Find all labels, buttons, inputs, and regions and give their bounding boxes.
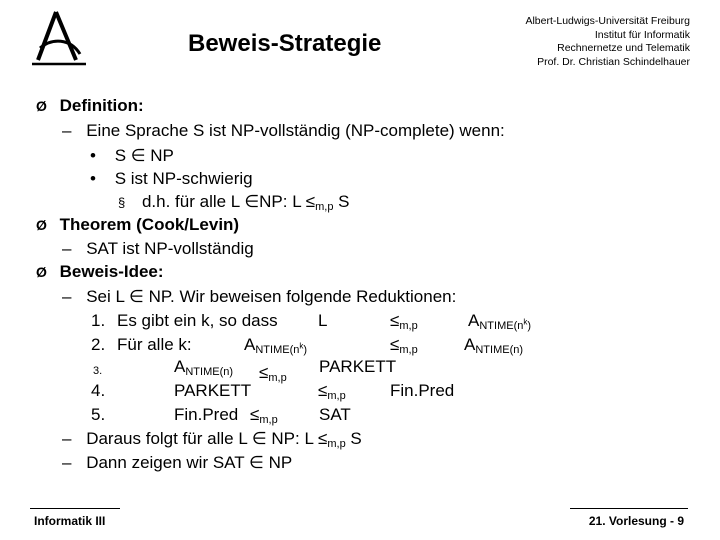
- subitem-text: S ∈ NP: [114, 146, 174, 165]
- language-parkett: PARKETT: [319, 357, 397, 376]
- language-A: [174, 357, 233, 377]
- operator-symbol: ≤: [250, 405, 260, 424]
- definition-subitem: [90, 146, 174, 166]
- idea-line: [62, 429, 362, 449]
- reduction-operator: [390, 335, 418, 355]
- subsubitem-text: d.h. für alle L ∈NP: L ≤: [141, 192, 316, 211]
- language-A: [244, 335, 307, 355]
- subscript-close: ): [527, 320, 532, 332]
- idea-text-end: S: [345, 429, 362, 448]
- reduction-operator: [318, 381, 346, 401]
- subscript: NTIME(n: [479, 320, 524, 332]
- language-L: L: [318, 311, 328, 330]
- reduction-number: 1.: [91, 311, 106, 330]
- operator-symbol: ≤: [390, 311, 400, 330]
- institution-line: Prof. Dr. Christian Schindelhauer: [537, 55, 690, 68]
- dot-bullet: •: [90, 146, 96, 165]
- idea-text: Sei L ∈ NP. Wir beweisen folgende Reduktionen:: [86, 287, 457, 306]
- subsubitem-text-end: S: [333, 192, 350, 211]
- institution-line: Institut für Informatik: [594, 28, 690, 41]
- theorem-text: SAT ist NP-vollständig: [86, 239, 254, 258]
- theorem-heading: Theorem (Cook/Levin): [59, 215, 240, 234]
- subscript: NTIME(n): [475, 344, 524, 356]
- symbol-A: A: [174, 357, 186, 376]
- reduction-number: 3.: [93, 365, 103, 377]
- reduction-operator: [259, 363, 287, 383]
- institution-info: [525, 15, 690, 69]
- idea-text: Dann zeigen wir SAT ∈ NP: [86, 453, 293, 472]
- arrow-bullet-icon: Ø: [36, 98, 47, 114]
- operator-symbol: ≤: [259, 363, 269, 382]
- theorem-item: [36, 215, 239, 235]
- operator-symbol: ≤: [390, 335, 400, 354]
- footer-course: Informatik III: [34, 514, 106, 528]
- reduction-text: Für alle k:: [117, 335, 192, 354]
- subscript: NTIME(n: [255, 344, 300, 356]
- language-parkett: PARKETT: [174, 381, 252, 400]
- subscript-close: ): [303, 344, 308, 356]
- definition-text: Eine Sprache S ist NP-vollständig (NP-complete) wenn:: [86, 121, 505, 140]
- subscript: m,p: [315, 201, 334, 213]
- language-A: [464, 335, 523, 355]
- arrow-bullet-icon: Ø: [36, 217, 47, 233]
- idea-line: [62, 453, 292, 473]
- subscript: m,p: [399, 344, 418, 356]
- page-title: Beweis-Strategie: [188, 30, 382, 57]
- reduction-number: 5.: [91, 405, 106, 424]
- language-finpred: Fin.Pred: [174, 405, 239, 424]
- university-logo: [30, 8, 88, 70]
- reduction-operator: [250, 405, 278, 425]
- reduction-text: Es gibt ein k, so dass: [117, 311, 278, 330]
- subscript: m,p: [399, 320, 418, 332]
- superscript: k: [299, 341, 304, 351]
- idea-heading: Beweis-Idee:: [59, 262, 164, 281]
- institution-line: Albert-Ludwigs-Universität Freiburg: [525, 15, 690, 27]
- symbol-A: A: [464, 335, 476, 354]
- idea-line: [62, 287, 456, 307]
- idea-item: [36, 262, 164, 282]
- square-bullet: §: [118, 195, 126, 210]
- symbol-A: A: [244, 335, 256, 354]
- footer-page: 21. Vorlesung - 9: [588, 514, 684, 528]
- reduction-number: 2.: [91, 335, 106, 354]
- subscript: m,p: [327, 438, 346, 450]
- definition-item: [36, 96, 144, 116]
- institution-line: Rechnernetze und Telematik: [557, 42, 690, 54]
- definition-line: [62, 121, 505, 141]
- subitem-text: S ist NP-schwierig: [114, 169, 253, 188]
- theorem-line: [62, 239, 254, 259]
- idea-text: Daraus folgt für alle L ∈ NP: L ≤: [86, 429, 328, 448]
- dash-bullet: –: [62, 453, 72, 472]
- dash-bullet: –: [62, 121, 72, 140]
- dot-bullet: •: [90, 169, 96, 188]
- language-sat: SAT: [319, 405, 351, 424]
- superscript: k: [523, 317, 528, 327]
- footer-divider-left: [30, 508, 120, 509]
- dash-bullet: –: [62, 239, 72, 258]
- symbol-A: A: [468, 311, 480, 330]
- definition-subitem: [90, 169, 253, 189]
- language-finpred: Fin.Pred: [390, 381, 455, 400]
- operator-symbol: ≤: [318, 381, 328, 400]
- subscript: m,p: [268, 372, 287, 384]
- reduction-operator: [390, 311, 418, 331]
- footer-divider-right: [570, 508, 688, 509]
- language-A: [468, 311, 531, 331]
- definition-subsubitem: [118, 192, 350, 212]
- definition-heading: Definition:: [59, 96, 144, 115]
- arrow-bullet-icon: Ø: [36, 264, 47, 280]
- subscript: NTIME(n): [185, 366, 234, 378]
- dash-bullet: –: [62, 287, 72, 306]
- reduction-number: 4.: [91, 381, 106, 400]
- dash-bullet: –: [62, 429, 72, 448]
- subscript: m,p: [259, 414, 278, 426]
- subscript: m,p: [327, 390, 346, 402]
